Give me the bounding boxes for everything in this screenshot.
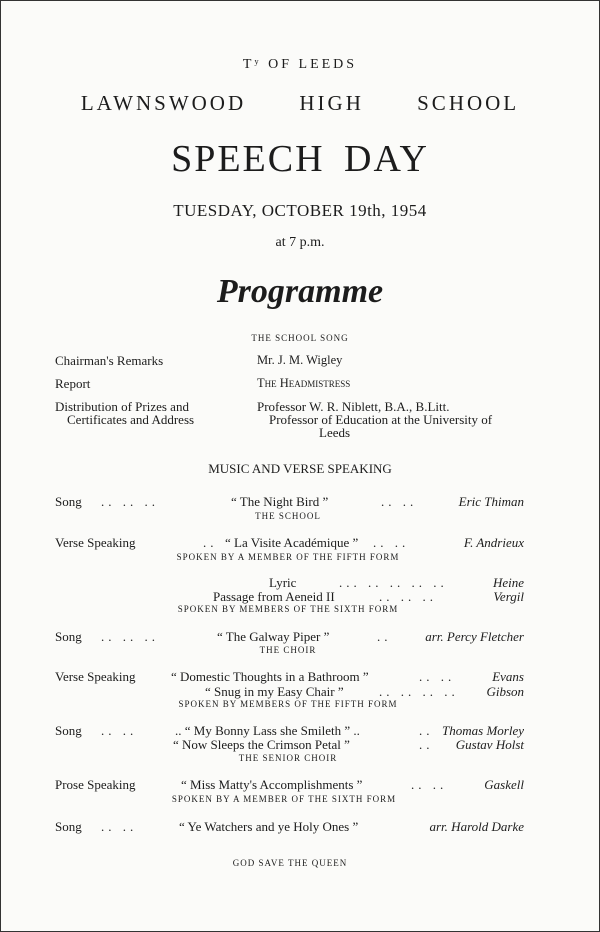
piece-title: “ Domestic Thoughts in a Bathroom ” [171,669,369,684]
author: Evans [492,669,524,684]
author: F. Andrieux [463,535,524,550]
piece-title: “ The Night Bird ” [231,494,329,509]
proceeding-item: Distribution of Prizes and [55,399,189,414]
piece-title: “ Miss Matty's Accomplishments ” [181,777,363,792]
piece-title: .. “ My Bonny Lass she Smileth ” .. [175,723,360,738]
leader-dots: .. .. .. .. [379,684,459,699]
piece-title: “ Now Sleeps the Crimson Petal ” [173,737,350,752]
speaker-affiliation: Professor of Education at the University of [269,412,493,427]
item-type: Song [55,494,82,509]
item-type: Verse Speaking [55,535,136,550]
item-type: Verse Speaking [55,669,136,684]
proceeding-speaker: Mr. J. M. Wigley [257,353,343,367]
piece-title: “ Ye Watchers and ye Holy Ones ” [179,819,359,834]
proceeding-speaker: The Headmistress [257,376,351,390]
leader-dots: .. .. .. [101,629,159,644]
section-heading: MUSIC AND VERSE SPEAKING [208,461,392,476]
closing-anthem: GOD SAVE THE QUEEN [232,858,348,868]
composer: arr. Percy Fletcher [425,629,524,644]
school-song-line: THE SCHOOL SONG [251,333,349,343]
composer: Gustav Holst [455,737,524,752]
leader-dots: .. .. [381,494,418,509]
leader-dots: .. .. [411,777,448,792]
piece-title: Passage from Aeneid II [213,589,335,604]
event-title: SPEECH DAY [171,138,429,180]
proceeding-item: Report [55,376,91,391]
piece-title: “ The Galway Piper ” [217,629,330,644]
leader-dots: .. .. [101,819,138,834]
author: Vergil [493,589,524,604]
item-type: Prose Speaking [55,777,136,792]
school-name: LAWNSWOOD HIGH SCHOOL [80,91,520,115]
event-time: at 7 p.m. [275,235,325,250]
performer: THE CHOIR [259,645,317,655]
piece-title: “ Snug in my Easy Chair ” [205,684,344,699]
programme-heading: Programme [216,273,384,310]
piece-title: Lyric [269,575,297,590]
author: Gaskell [484,777,524,792]
composer: Eric Thiman [458,494,524,509]
item-type: Song [55,723,82,738]
author: Gibson [486,684,524,699]
leader-dots: .. .. .. [101,494,159,509]
piece-title: “ La Visite Académique ” [225,535,359,550]
leader-dots: .. .. [373,535,410,550]
leader-dots: .. [203,535,218,550]
performer: SPOKEN BY A MEMBER OF THE SIXTH FORM [171,794,397,804]
leader-dots: .. .. [419,669,456,684]
leader-dots: .. [419,723,434,738]
performer: SPOKEN BY A MEMBER OF THE FIFTH FORM [176,552,400,562]
proceeding-item: Chairman's Remarks [55,353,164,368]
performer: SPOKEN BY MEMBERS OF THE FIFTH FORM [178,699,398,709]
author: Heine [492,575,524,590]
leader-dots: ... .. .. .. .. [339,575,448,590]
composer: Thomas Morley [442,723,524,738]
composer: arr. Harold Darke [429,819,524,834]
leader-dots: .. [419,737,434,752]
leader-dots: .. .. .. [379,589,437,604]
leader-dots: .. .. [101,723,138,738]
leader-dots: .. [377,629,392,644]
city-heading: Tʸ OF LEEDS [242,57,358,72]
performer: SPOKEN BY MEMBERS OF THE SIXTH FORM [177,604,399,614]
item-type: Song [55,819,82,834]
performer: THE SENIOR CHOIR [238,753,338,763]
item-type: Song [55,629,82,644]
proceeding-item-continued: Certificates and Address [67,412,195,427]
event-date: TUESDAY, OCTOBER 19th, 1954 [173,201,427,220]
speaker-affiliation-continued: Leeds [319,425,351,440]
proceeding-speaker: Professor W. R. Niblett, B.A., B.Litt. [257,399,450,414]
performer: THE SCHOOL [255,511,321,521]
